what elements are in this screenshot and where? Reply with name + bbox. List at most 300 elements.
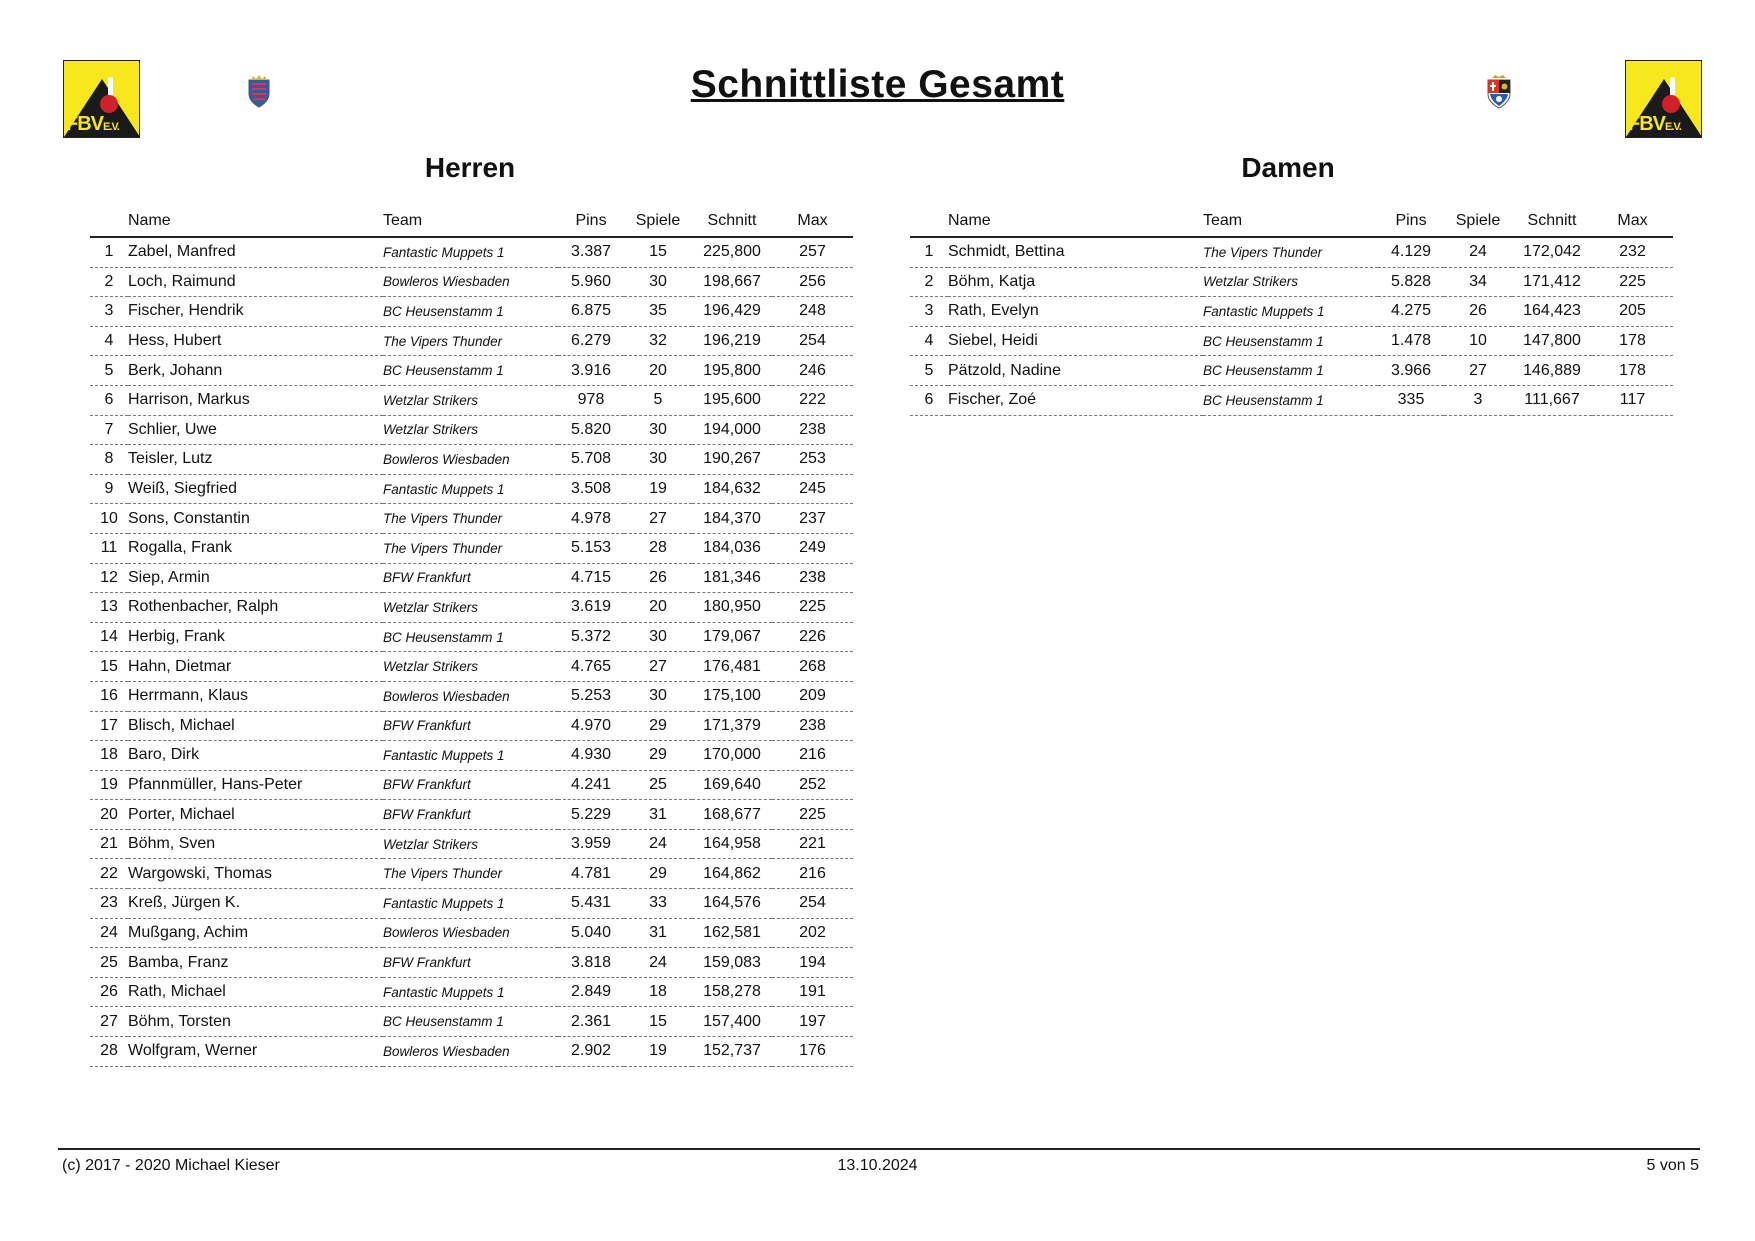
col-rank (90, 206, 128, 237)
games-value: 30 (624, 681, 692, 711)
col-team: Team (1203, 206, 1378, 237)
max-value: 117 (1592, 385, 1673, 415)
table-row (90, 415, 853, 445)
player-name: Siebel, Heidi (948, 326, 1203, 356)
pins-value: 4.781 (558, 859, 624, 889)
team-name: Wetzlar Strikers (383, 593, 558, 623)
team-name: Fantastic Muppets 1 (383, 889, 558, 919)
max-value: 238 (772, 415, 853, 445)
average-value: 171,412 (1512, 267, 1592, 297)
player-name: Zabel, Manfred (128, 237, 383, 267)
max-value: 252 (772, 770, 853, 800)
average-value: 146,889 (1512, 356, 1592, 386)
average-value: 184,036 (692, 533, 772, 563)
rank-cell: 15 (90, 652, 128, 682)
team-name: The Vipers Thunder (383, 504, 558, 534)
max-value: 216 (772, 741, 853, 771)
table-row (90, 593, 853, 623)
rank-cell: 20 (90, 800, 128, 830)
player-name: Schlier, Uwe (128, 415, 383, 445)
rank-cell: 8 (90, 445, 128, 475)
average-value: 170,000 (692, 741, 772, 771)
bowling-pin-icon (1670, 77, 1675, 97)
col-max: Max (1592, 206, 1673, 237)
rank-cell: 27 (90, 1007, 128, 1037)
player-name: Blisch, Michael (128, 711, 383, 741)
col-pins: Pins (1378, 206, 1444, 237)
average-value: 147,800 (1512, 326, 1592, 356)
team-name: BFW Frankfurt (383, 711, 558, 741)
herren-table (90, 206, 853, 1067)
player-name: Loch, Raimund (128, 267, 383, 297)
rank-cell: 23 (90, 889, 128, 919)
footer-page-number: 5 von 5 (1646, 1157, 1699, 1174)
team-name: BC Heusenstamm 1 (1203, 356, 1378, 386)
rank-cell: 3 (90, 297, 128, 327)
pins-value: 3.387 (558, 237, 624, 267)
rank-cell: 21 (90, 829, 128, 859)
player-name: Herbig, Frank (128, 622, 383, 652)
max-value: 225 (772, 593, 853, 623)
max-value: 253 (772, 445, 853, 475)
pins-value: 5.229 (558, 800, 624, 830)
average-value: 164,862 (692, 859, 772, 889)
games-value: 30 (624, 415, 692, 445)
average-value: 180,950 (692, 593, 772, 623)
table-row (90, 829, 853, 859)
col-max: Max (772, 206, 853, 237)
table-row (90, 533, 853, 563)
max-value: 191 (772, 977, 853, 1007)
pins-value: 4.765 (558, 652, 624, 682)
average-value: 190,267 (692, 445, 772, 475)
team-name: BFW Frankfurt (383, 563, 558, 593)
games-value: 27 (1444, 356, 1512, 386)
rank-cell: 1 (910, 237, 948, 267)
table-row (90, 770, 853, 800)
average-value: 184,370 (692, 504, 772, 534)
table-row (90, 977, 853, 1007)
table-row (90, 474, 853, 504)
average-value: 111,667 (1512, 385, 1592, 415)
pins-value: 2.902 (558, 1037, 624, 1067)
player-name: Hess, Hubert (128, 326, 383, 356)
player-name: Berk, Johann (128, 356, 383, 386)
pins-value: 5.820 (558, 415, 624, 445)
team-name: The Vipers Thunder (383, 533, 558, 563)
rank-cell: 5 (910, 356, 948, 386)
pins-value: 4.275 (1378, 297, 1444, 327)
pins-value: 4.715 (558, 563, 624, 593)
table-row (90, 918, 853, 948)
max-value: 238 (772, 563, 853, 593)
table-row (90, 1037, 853, 1067)
rank-cell: 4 (90, 326, 128, 356)
team-name: BC Heusenstamm 1 (383, 1007, 558, 1037)
average-value: 164,576 (692, 889, 772, 919)
pins-value: 5.153 (558, 533, 624, 563)
rank-cell: 5 (90, 356, 128, 386)
pins-value: 5.960 (558, 267, 624, 297)
table-row (910, 297, 1673, 327)
average-value: 172,042 (1512, 237, 1592, 267)
games-value: 24 (1444, 237, 1512, 267)
table-row (90, 711, 853, 741)
rank-cell: 11 (90, 533, 128, 563)
player-name: Wargowski, Thomas (128, 859, 383, 889)
team-name: Bowleros Wiesbaden (383, 681, 558, 711)
col-rank (910, 206, 948, 237)
pins-value: 2.361 (558, 1007, 624, 1037)
max-value: 205 (1592, 297, 1673, 327)
team-name: BC Heusenstamm 1 (383, 622, 558, 652)
player-name: Fischer, Zoé (948, 385, 1203, 415)
team-name: BC Heusenstamm 1 (383, 297, 558, 327)
rank-cell: 22 (90, 859, 128, 889)
table-row (90, 741, 853, 771)
pins-value: 4.129 (1378, 237, 1444, 267)
player-name: Pätzold, Nadine (948, 356, 1203, 386)
max-value: 237 (772, 504, 853, 534)
average-value: 171,379 (692, 711, 772, 741)
team-name: BC Heusenstamm 1 (383, 356, 558, 386)
pins-value: 6.875 (558, 297, 624, 327)
average-value: 169,640 (692, 770, 772, 800)
table-row (90, 889, 853, 919)
rank-cell: 24 (90, 918, 128, 948)
team-name: Fantastic Muppets 1 (383, 977, 558, 1007)
games-value: 29 (624, 741, 692, 771)
rank-cell: 9 (90, 474, 128, 504)
table-row (910, 237, 1673, 267)
team-name: Fantastic Muppets 1 (1203, 297, 1378, 327)
max-value: 254 (772, 889, 853, 919)
footer-divider (58, 1148, 1700, 1150)
table-row (90, 326, 853, 356)
table-row (90, 267, 853, 297)
footer-copyright: (c) 2017 - 2020 Michael Kieser (62, 1157, 280, 1174)
average-value: 196,429 (692, 297, 772, 327)
rank-cell: 26 (90, 977, 128, 1007)
average-value: 198,667 (692, 267, 772, 297)
team-name: BC Heusenstamm 1 (1203, 326, 1378, 356)
games-value: 29 (624, 711, 692, 741)
pins-value: 5.431 (558, 889, 624, 919)
pins-value: 3.508 (558, 474, 624, 504)
games-value: 20 (624, 356, 692, 386)
pins-value: 2.849 (558, 977, 624, 1007)
rank-cell: 10 (90, 504, 128, 534)
team-name: Fantastic Muppets 1 (383, 741, 558, 771)
table-row (910, 326, 1673, 356)
max-value: 194 (772, 948, 853, 978)
player-name: Rath, Michael (128, 977, 383, 1007)
player-name: Bamba, Franz (128, 948, 383, 978)
max-value: 254 (772, 326, 853, 356)
col-spiele: Spiele (1444, 206, 1512, 237)
rank-cell: 1 (90, 237, 128, 267)
games-value: 5 (624, 385, 692, 415)
games-value: 34 (1444, 267, 1512, 297)
col-team: Team (383, 206, 558, 237)
player-name: Harrison, Markus (128, 385, 383, 415)
team-name: Wetzlar Strikers (383, 829, 558, 859)
team-name: BFW Frankfurt (383, 770, 558, 800)
max-value: 178 (1592, 326, 1673, 356)
rank-cell: 14 (90, 622, 128, 652)
logo-brand: FBVE.V. (1628, 113, 1681, 135)
rank-cell: 28 (90, 1037, 128, 1067)
games-value: 24 (624, 829, 692, 859)
table-row (910, 356, 1673, 386)
games-value: 33 (624, 889, 692, 919)
max-value: 238 (772, 711, 853, 741)
rank-cell: 13 (90, 593, 128, 623)
pins-value: 5.708 (558, 445, 624, 475)
player-name: Böhm, Torsten (128, 1007, 383, 1037)
max-value: 222 (772, 385, 853, 415)
team-name: Wetzlar Strikers (383, 652, 558, 682)
player-name: Herrmann, Klaus (128, 681, 383, 711)
table-header-row (910, 206, 1673, 237)
pins-value: 3.818 (558, 948, 624, 978)
team-name: Bowleros Wiesbaden (383, 918, 558, 948)
table-row (90, 859, 853, 889)
games-value: 26 (624, 563, 692, 593)
rheinland-pfalz-coat-of-arms-icon (1484, 74, 1514, 110)
rank-cell: 6 (90, 385, 128, 415)
table-row (90, 948, 853, 978)
average-value: 225,800 (692, 237, 772, 267)
average-value: 195,600 (692, 385, 772, 415)
max-value: 226 (772, 622, 853, 652)
average-value: 162,581 (692, 918, 772, 948)
max-value: 249 (772, 533, 853, 563)
player-name: Kreß, Jürgen K. (128, 889, 383, 919)
max-value: 256 (772, 267, 853, 297)
average-value: 164,958 (692, 829, 772, 859)
pins-value: 5.040 (558, 918, 624, 948)
team-name: Bowleros Wiesbaden (383, 267, 558, 297)
team-name: BFW Frankfurt (383, 800, 558, 830)
games-value: 27 (624, 504, 692, 534)
player-name: Böhm, Sven (128, 829, 383, 859)
rank-cell: 7 (90, 415, 128, 445)
player-name: Siep, Armin (128, 563, 383, 593)
average-value: 196,219 (692, 326, 772, 356)
player-name: Böhm, Katja (948, 267, 1203, 297)
rank-cell: 18 (90, 741, 128, 771)
average-value: 157,400 (692, 1007, 772, 1037)
footer-date: 13.10.2024 (837, 1157, 918, 1174)
pins-value: 5.372 (558, 622, 624, 652)
average-value: 168,677 (692, 800, 772, 830)
average-value: 176,481 (692, 652, 772, 682)
average-value: 164,423 (1512, 297, 1592, 327)
rank-cell: 4 (910, 326, 948, 356)
pins-value: 3.959 (558, 829, 624, 859)
max-value: 225 (772, 800, 853, 830)
team-name: Fantastic Muppets 1 (383, 237, 558, 267)
max-value: 176 (772, 1037, 853, 1067)
max-value: 268 (772, 652, 853, 682)
games-value: 25 (624, 770, 692, 800)
games-value: 30 (624, 267, 692, 297)
table-row (90, 800, 853, 830)
team-name: The Vipers Thunder (1203, 237, 1378, 267)
average-value: 179,067 (692, 622, 772, 652)
max-value: 221 (772, 829, 853, 859)
pins-value: 5.253 (558, 681, 624, 711)
damen-table (910, 206, 1673, 416)
player-name: Weiß, Siegfried (128, 474, 383, 504)
player-name: Rath, Evelyn (948, 297, 1203, 327)
max-value: 209 (772, 681, 853, 711)
team-name: BC Heusenstamm 1 (1203, 385, 1378, 415)
games-value: 26 (1444, 297, 1512, 327)
col-spiele: Spiele (624, 206, 692, 237)
rank-cell: 16 (90, 681, 128, 711)
games-value: 3 (1444, 385, 1512, 415)
player-name: Pfannmüller, Hans-Peter (128, 770, 383, 800)
games-value: 24 (624, 948, 692, 978)
table-row (90, 652, 853, 682)
team-name: Bowleros Wiesbaden (383, 1037, 558, 1067)
games-value: 10 (1444, 326, 1512, 356)
col-pins: Pins (558, 206, 624, 237)
average-value: 181,346 (692, 563, 772, 593)
games-value: 29 (624, 859, 692, 889)
table-row (910, 267, 1673, 297)
col-name: Name (948, 206, 1203, 237)
pins-value: 6.279 (558, 326, 624, 356)
pins-value: 3.916 (558, 356, 624, 386)
pins-value: 4.930 (558, 741, 624, 771)
team-name: The Vipers Thunder (383, 326, 558, 356)
team-name: Fantastic Muppets 1 (383, 474, 558, 504)
fbv-logo-right (1625, 60, 1702, 138)
rank-cell: 17 (90, 711, 128, 741)
max-value: 197 (772, 1007, 853, 1037)
games-value: 20 (624, 593, 692, 623)
table-row (90, 356, 853, 386)
logo-brand: FBVE.V. (66, 113, 119, 135)
col-schnitt: Schnitt (692, 206, 772, 237)
games-value: 19 (624, 474, 692, 504)
pins-value: 1.478 (1378, 326, 1444, 356)
average-value: 195,800 (692, 356, 772, 386)
pins-value: 5.828 (1378, 267, 1444, 297)
average-value: 159,083 (692, 948, 772, 978)
games-value: 30 (624, 445, 692, 475)
pins-value: 4.970 (558, 711, 624, 741)
col-name: Name (128, 206, 383, 237)
team-name: BFW Frankfurt (383, 948, 558, 978)
player-name: Baro, Dirk (128, 741, 383, 771)
games-value: 31 (624, 800, 692, 830)
games-value: 19 (624, 1037, 692, 1067)
rank-cell: 19 (90, 770, 128, 800)
table-row (90, 1007, 853, 1037)
herren-title: Herren (424, 152, 516, 183)
pins-value: 3.966 (1378, 356, 1444, 386)
player-name: Porter, Michael (128, 800, 383, 830)
rank-cell: 12 (90, 563, 128, 593)
player-name: Sons, Constantin (128, 504, 383, 534)
pins-value: 3.619 (558, 593, 624, 623)
player-name: Mußgang, Achim (128, 918, 383, 948)
bowling-ball-icon (1662, 95, 1680, 113)
rank-cell: 2 (90, 267, 128, 297)
table-row (910, 385, 1673, 415)
pins-value: 4.978 (558, 504, 624, 534)
max-value: 246 (772, 356, 853, 386)
max-value: 216 (772, 859, 853, 889)
team-name: Wetzlar Strikers (383, 385, 558, 415)
table-row (90, 504, 853, 534)
player-name: Rogalla, Frank (128, 533, 383, 563)
max-value: 202 (772, 918, 853, 948)
games-value: 35 (624, 297, 692, 327)
max-value: 232 (1592, 237, 1673, 267)
pins-value: 978 (558, 385, 624, 415)
rank-cell: 2 (910, 267, 948, 297)
col-schnitt: Schnitt (1512, 206, 1592, 237)
table-row (90, 237, 853, 267)
max-value: 248 (772, 297, 853, 327)
player-name: Fischer, Hendrik (128, 297, 383, 327)
table-row (90, 385, 853, 415)
max-value: 178 (1592, 356, 1673, 386)
rank-cell: 3 (910, 297, 948, 327)
games-value: 15 (624, 1007, 692, 1037)
pins-value: 335 (1378, 385, 1444, 415)
damen-title: Damen (1241, 152, 1335, 183)
team-name: Wetzlar Strikers (383, 415, 558, 445)
max-value: 257 (772, 237, 853, 267)
table-row (90, 445, 853, 475)
max-value: 225 (1592, 267, 1673, 297)
player-name: Hahn, Dietmar (128, 652, 383, 682)
table-row (90, 563, 853, 593)
games-value: 27 (624, 652, 692, 682)
games-value: 32 (624, 326, 692, 356)
page-title: Schnittliste Gesamt (690, 63, 1065, 106)
rank-cell: 25 (90, 948, 128, 978)
games-value: 15 (624, 237, 692, 267)
team-name: Bowleros Wiesbaden (383, 445, 558, 475)
max-value: 245 (772, 474, 853, 504)
table-header-row (90, 206, 853, 237)
pins-value: 4.241 (558, 770, 624, 800)
games-value: 18 (624, 977, 692, 1007)
average-value: 175,100 (692, 681, 772, 711)
player-name: Schmidt, Bettina (948, 237, 1203, 267)
player-name: Teisler, Lutz (128, 445, 383, 475)
average-value: 152,737 (692, 1037, 772, 1067)
player-name: Rothenbacher, Ralph (128, 593, 383, 623)
rank-cell: 6 (910, 385, 948, 415)
average-value: 158,278 (692, 977, 772, 1007)
table-row (90, 681, 853, 711)
table-row (90, 622, 853, 652)
player-name: Wolfgram, Werner (128, 1037, 383, 1067)
games-value: 28 (624, 533, 692, 563)
team-name: Wetzlar Strikers (1203, 267, 1378, 297)
team-name: The Vipers Thunder (383, 859, 558, 889)
games-value: 31 (624, 918, 692, 948)
games-value: 30 (624, 622, 692, 652)
